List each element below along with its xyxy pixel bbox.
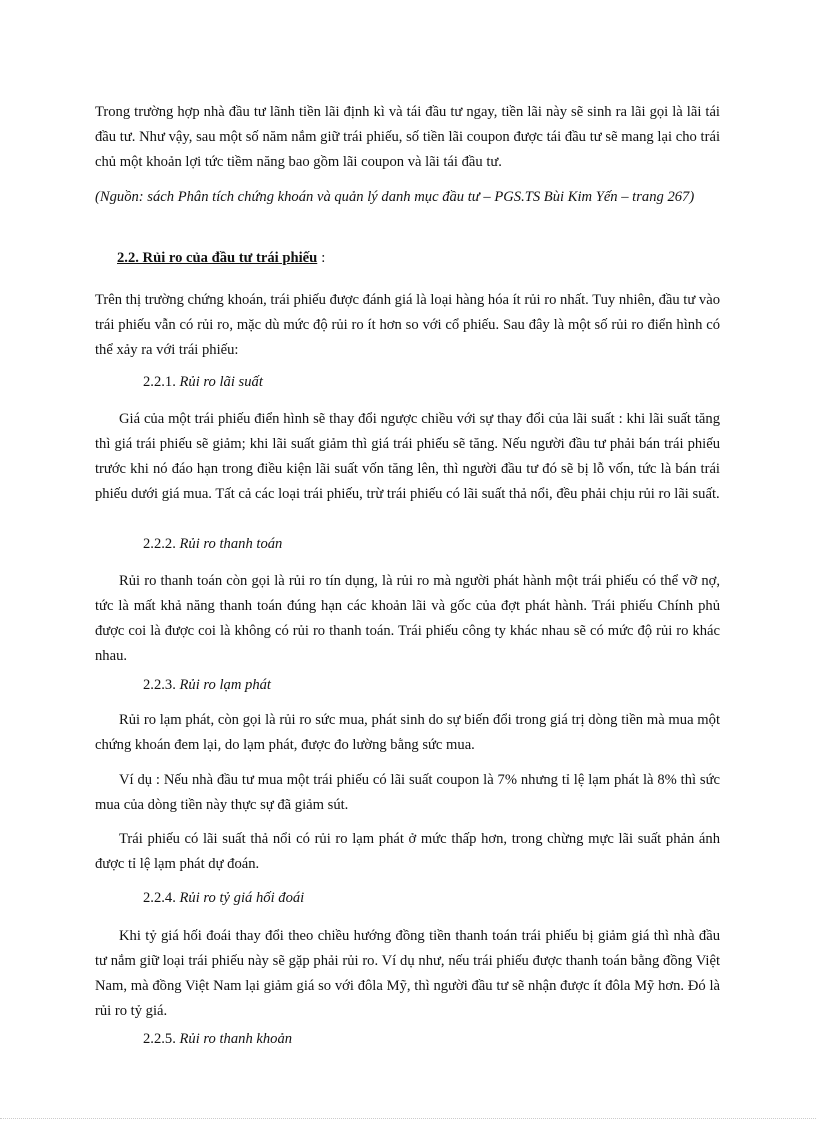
- payment-risk-paragraph: Rủi ro thanh toán còn gọi là rủi ro tín dụng, là rủi ro mà người phát hành một trái phiếu có thể vỡ nợ, tức là mất khả năng thanh toán đúng hạn các khoản lãi và gốc của đợt phát hành. Trái phiếu Chính phủ được coi là được coi là không có rủi ro thanh toán. Trái phiếu công ty khác nhau sẽ có mức độ rủi ro khác nhau.: [95, 573, 720, 664]
- subheading-interest-rate-risk: [143, 370, 263, 395]
- section-heading-text: 2.2. Rủi ro của đầu tư trái phiếu: [117, 250, 318, 266]
- page-bottom-divider: [0, 1118, 816, 1119]
- interest-rate-risk-paragraph: Giá của một trái phiếu điển hình sẽ thay đổi ngược chiều với sự thay đổi của lãi suất : khi lãi suất tăng thì giá trái phiếu sẽ giảm; khi lãi suất giảm thì giá trái phiếu sẽ tăng. Nếu người đầu tư phải bán trái phiếu trước khi nó đáo hạn trong điều kiện lãi suất vốn tăng lên, thì người đầu tư đó sẽ bị lỗ vốn, tức là bán trái phiếu dưới giá mua. Tất cả các loại trái phiếu, trừ trái phiếu có lãi suất thả nổi, đều phải chịu rủi ro lãi suất.: [95, 411, 720, 502]
- inflation-risk-paragraph-1: Rủi ro lạm phát, còn gọi là rủi ro sức mua, phát sinh do sự biến đổi trong giá trị dòng tiền mà mua một chứng khoán đem lại, do lạm phát, được đo lường bằng sức mua.: [95, 712, 720, 753]
- section-heading-colon: :: [321, 250, 326, 266]
- subheading-title: Rủi ro thanh toán: [179, 536, 283, 552]
- intro-paragraph: Trong trường hợp nhà đầu tư lãnh tiền lãi định kì và tái đầu tư ngay, tiền lãi này sẽ sinh ra lãi gọi là lãi tái đầu tư. Như vậy, sau một số năm nắm giữ trái phiếu, số tiền lãi coupon được tái đầu tư sẽ mang lại cho trái chủ một khoản lợi tức tiềm năng bao gồm lãi coupon và lãi tái đầu tư.: [95, 104, 720, 170]
- subheading-title: Rủi ro lãi suất: [179, 374, 263, 390]
- subheading-title: Rủi ro thanh khoản: [179, 1031, 293, 1047]
- subheading-number: 2.2.1.: [143, 374, 176, 390]
- subheading-payment-risk: [143, 532, 282, 557]
- subheading-liquidity-risk: [143, 1027, 292, 1052]
- section-intro-paragraph: Trên thị trường chứng khoán, trái phiếu được đánh giá là loại hàng hóa ít rủi ro nhất. Tuy nhiên, đầu tư vào trái phiếu vẫn có rủi ro, mặc dù mức độ rủi ro ít hơn so với cổ phiếu. Sau đây là một số rủi ro điển hình có thể xảy ra với trái phiếu:: [95, 292, 720, 358]
- exchange-rate-risk-paragraph: Khi tỷ giá hối đoái thay đổi theo chiều hướng đồng tiền thanh toán trái phiếu bị giảm giá thì nhà đầu tư nắm giữ loại trái phiếu này sẽ gặp phải rủi ro. Ví dụ như, nếu trái phiếu được thanh toán bằng đồng Việt Nam, mà đồng Việt Nam lại giảm giá so với đôla Mỹ, thì người đầu tư sẽ nhận được ít đôla Mỹ hơn. Đó là rủi ro tỷ giá.: [95, 928, 720, 1019]
- subheading-title: Rủi ro lạm phát: [179, 677, 271, 693]
- inflation-risk-paragraph-3: Trái phiếu có lãi suất thả nổi có rủi ro lạm phát ở mức thấp hơn, trong chừng mực lãi suất phản ánh được tỉ lệ lạm phát dự đoán.: [95, 831, 720, 872]
- inflation-risk-paragraph-2: Ví dụ : Nếu nhà đầu tư mua một trái phiếu có lãi suất coupon là 7% nhưng tỉ lệ lạm phát là 8% thì sức mua của dòng tiền này thực sự đã giảm sút.: [95, 772, 720, 813]
- section-heading: [117, 250, 325, 267]
- subheading-inflation-risk: [143, 673, 271, 698]
- subheading-number: 2.2.4.: [143, 890, 176, 906]
- subheading-title: Rủi ro tỷ giá hối đoái: [179, 890, 305, 906]
- subheading-exchange-rate-risk: [143, 886, 304, 911]
- subheading-number: 2.2.3.: [143, 677, 176, 693]
- subheading-number: 2.2.5.: [143, 1031, 176, 1047]
- subheading-number: 2.2.2.: [143, 536, 176, 552]
- source-citation: (Nguồn: sách Phân tích chứng khoán và quản lý danh mục đầu tư – PGS.TS Bùi Kim Yến – trang 267): [95, 189, 695, 205]
